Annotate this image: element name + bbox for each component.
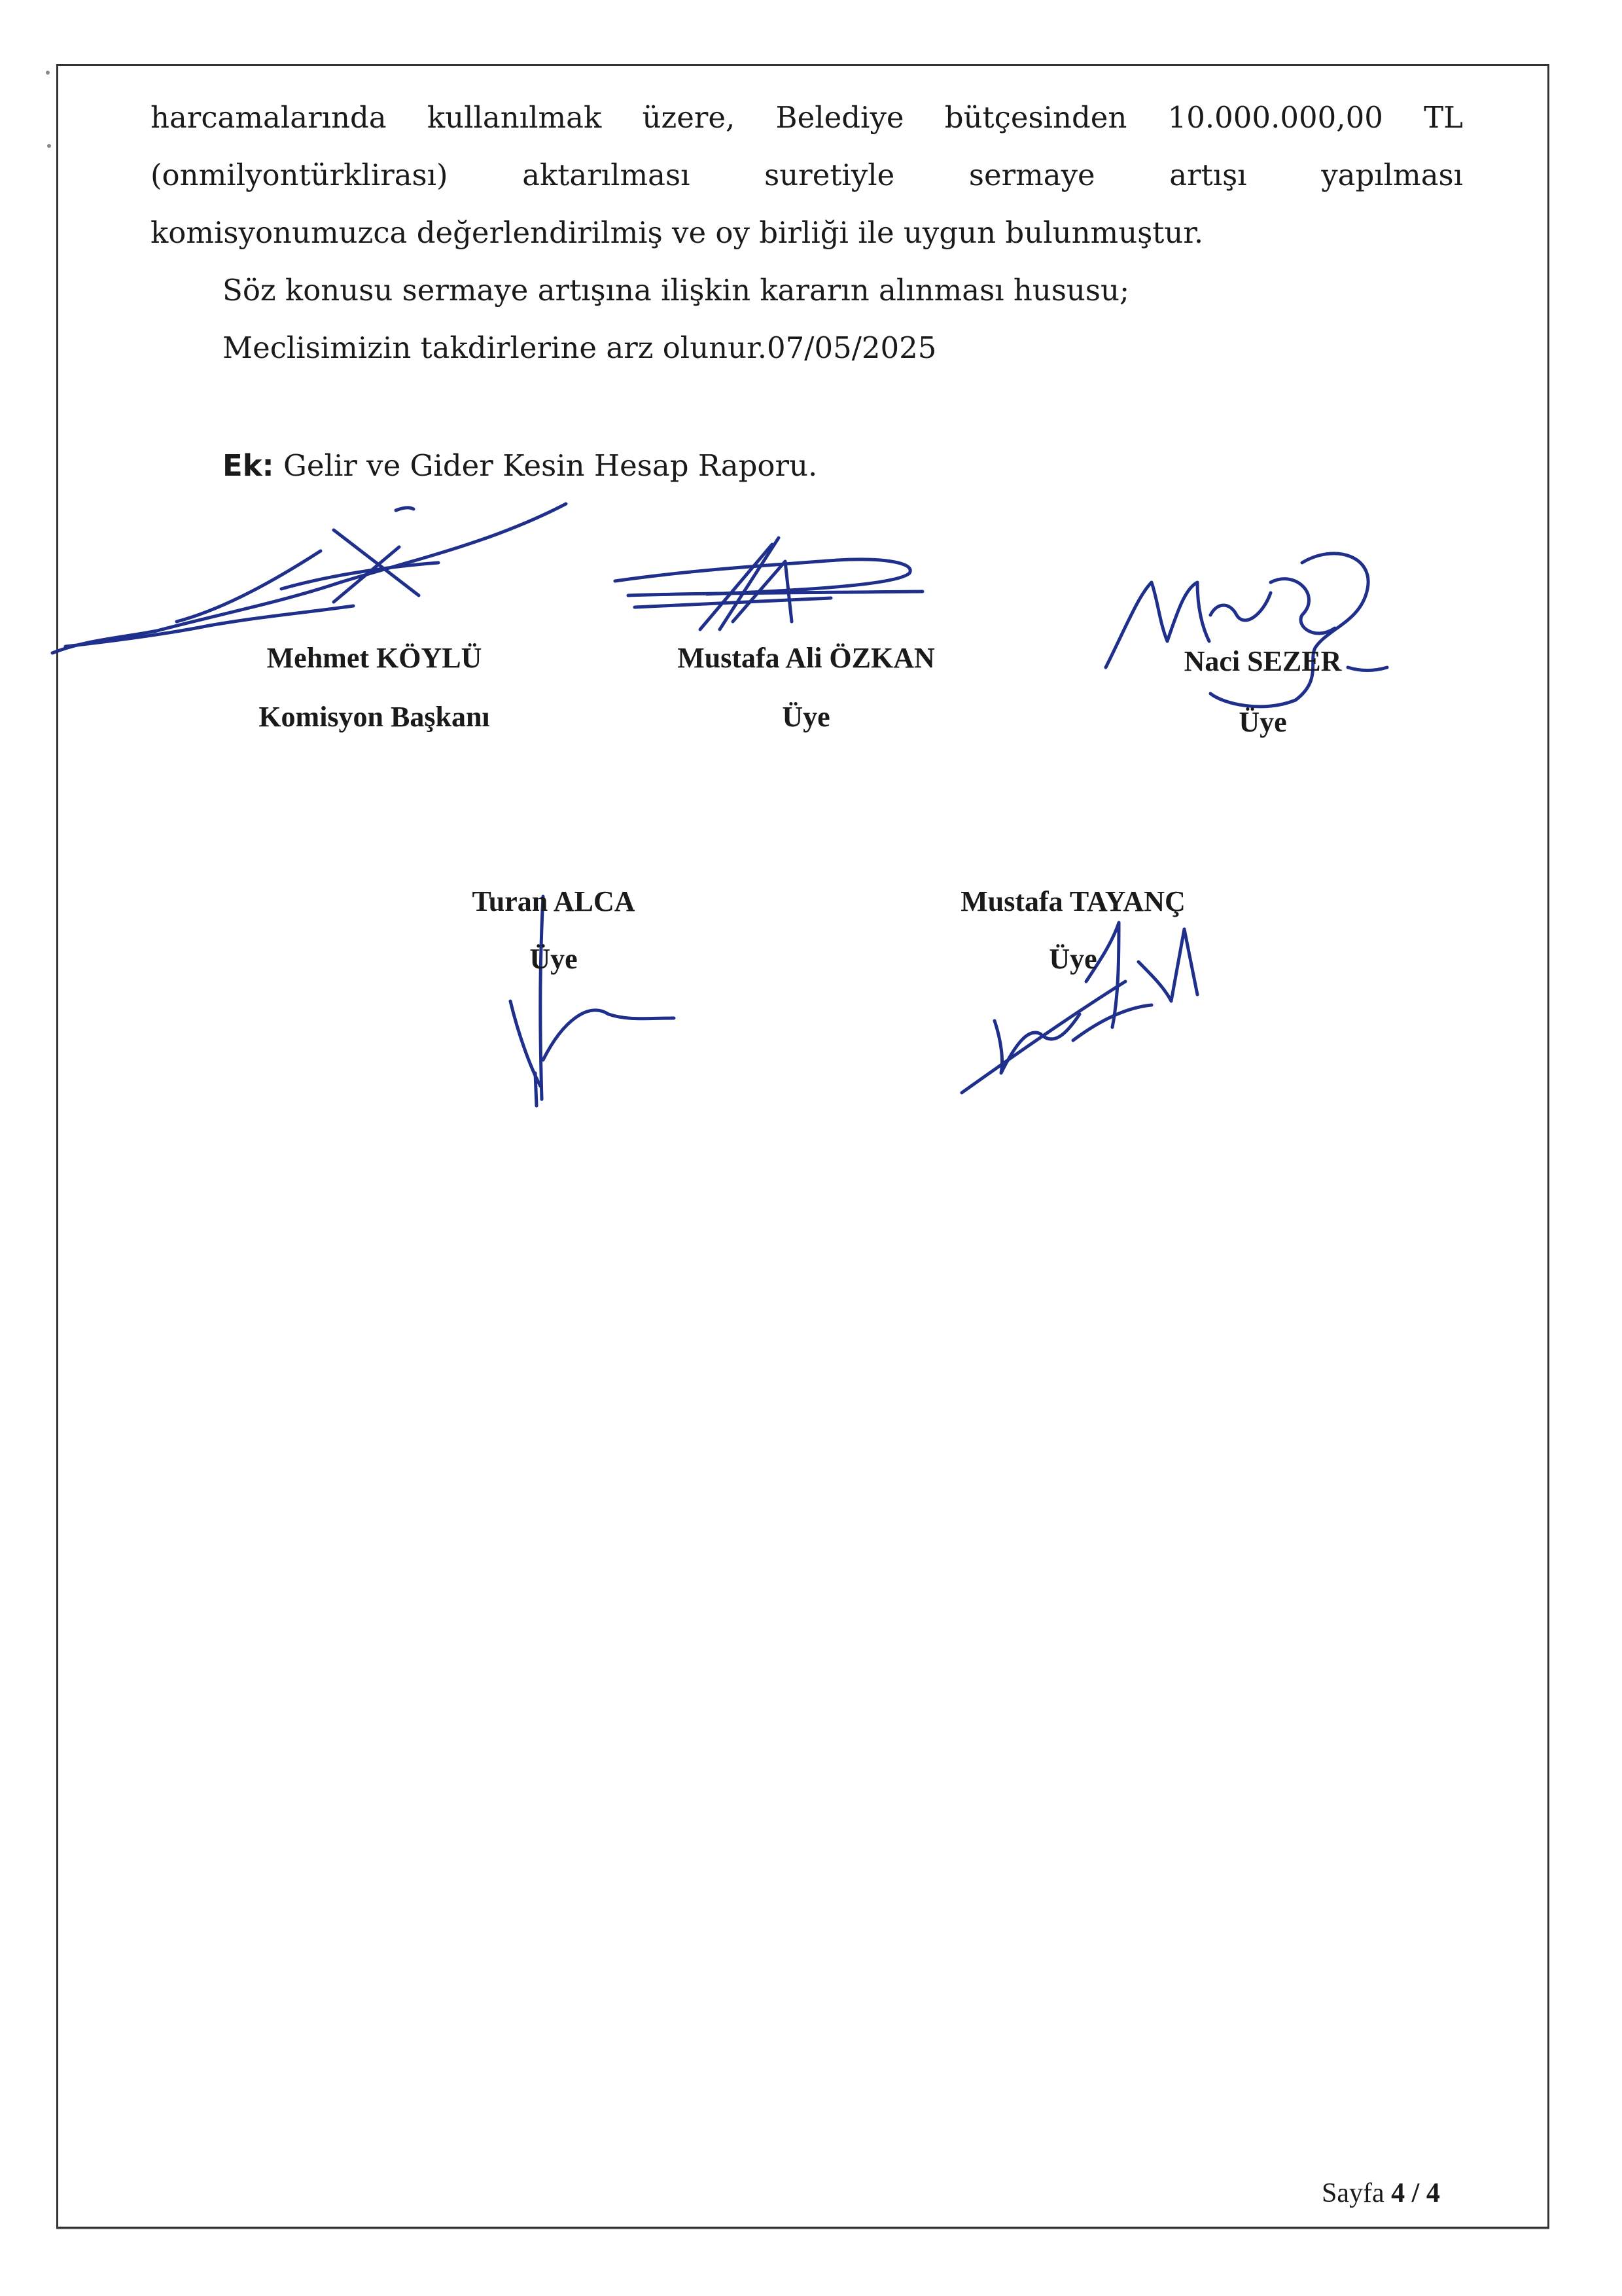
body-line-1: harcamalarında kullanılmak üzere, Belediye bütçesinden 10.000.000,00 TL <box>150 100 1463 135</box>
scan-speck <box>46 71 50 75</box>
signatory-role: Üye <box>782 701 830 733</box>
annex-text: Gelir ve Gider Kesin Hesap Raporu. <box>283 448 818 483</box>
signature-turan-alca <box>484 890 694 1112</box>
body-line-3: komisyonumuzca değerlendirilmiş ve oy birliği ile uygun bulunmuştur. <box>150 215 1204 250</box>
body-line-4: Söz konusu sermaye artışına ilişkin kararın alınması hususu; <box>222 273 1130 308</box>
signatory-name: Turan ALCA <box>472 885 635 917</box>
signatory-role: Komisyon Başkanı <box>258 701 490 733</box>
signatory-name: Mustafa TAYANÇ <box>961 885 1186 917</box>
signature-mustafa-ali-ozkan <box>608 530 949 635</box>
signatory-role: Üye <box>1239 706 1287 738</box>
body-line-5: Meclisimizin takdirlerine arz olunur.07/05/2025 <box>222 330 937 365</box>
page-current: 4 <box>1391 2178 1405 2208</box>
signatory-name: Naci SEZER <box>1184 645 1342 677</box>
annex-line <box>222 437 817 495</box>
page-number <box>1322 2178 1440 2209</box>
annex-label: Ek: <box>222 448 274 483</box>
signatory-name: Mehmet KÖYLÜ <box>266 642 482 674</box>
page-total: 4 <box>1426 2178 1440 2208</box>
page-border <box>56 64 1549 2229</box>
scan-speck <box>47 144 51 148</box>
body-line-2: (onmilyontürklirası) aktarılması suretiyle sermaye artışı yapılması <box>150 158 1464 192</box>
page-label: Sayfa <box>1322 2178 1384 2208</box>
signatory-role: Üye <box>1049 943 1097 975</box>
page-separator: / <box>1411 2178 1420 2208</box>
signatory-role: Üye <box>529 943 578 975</box>
page-bottom-rule <box>56 2228 1549 2229</box>
signatory-name: Mustafa Ali ÖZKAN <box>677 642 935 674</box>
